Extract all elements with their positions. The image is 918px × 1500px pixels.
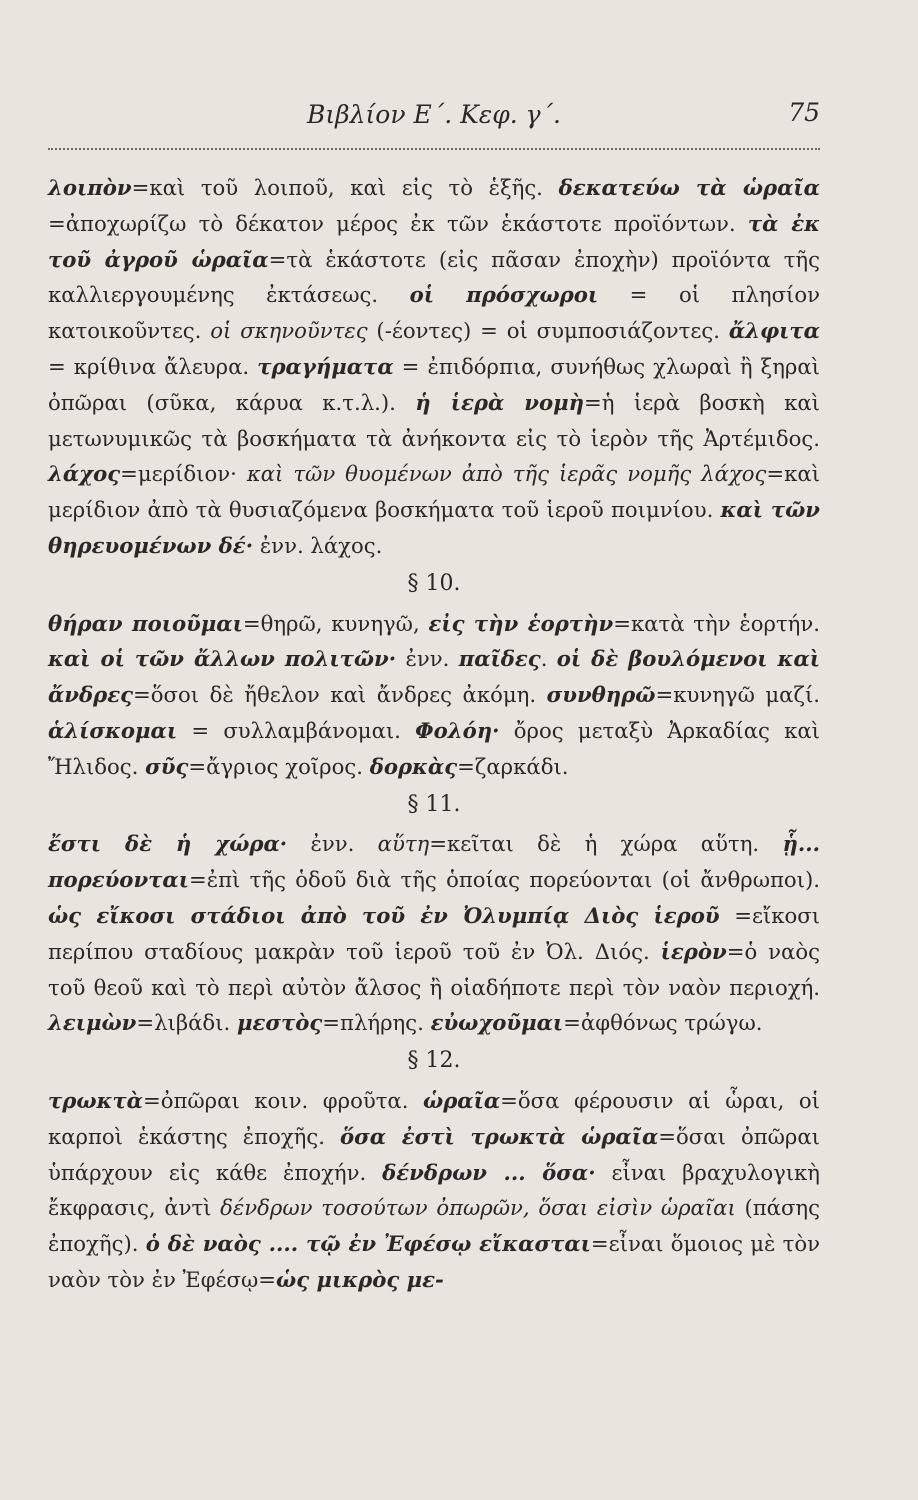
- gloss-text: ἐνν.: [287, 831, 378, 857]
- lemma: παῖδες: [458, 646, 541, 672]
- gloss-text: = συλλαμβάνομαι.: [177, 717, 416, 743]
- gloss-text: =λιβάδι.: [136, 1010, 237, 1036]
- lemma: τὰ ἐκ τοῦ ἀγροῦ ὡραῖα: [48, 210, 820, 272]
- gloss-text: =τὰ ἑκάστοτε (εἰς πᾶσαν ἐποχὴν) προϊόντα τῆς καλλιεργουμένης ἐκτάσεως.: [48, 246, 820, 308]
- paragraph: [48, 606, 820, 785]
- lemma: ᾗ...: [782, 831, 820, 857]
- gloss-text: εἶναι βραχυλογικὴ ἔκφρασις, ἀντὶ: [48, 1159, 820, 1221]
- gloss-text: =κυνηγῶ μαζί.: [655, 682, 821, 708]
- lemma: μεστὸς: [236, 1010, 323, 1036]
- gloss-text: (-έοντες) = οἱ συμποσιάζοντες.: [367, 318, 729, 344]
- paragraph: [48, 1083, 820, 1298]
- gloss-text: = οἱ πλησίον κατοικοῦντες.: [48, 282, 821, 344]
- lemma: θήραν ποιοῦμαι: [48, 610, 243, 636]
- gloss-text: =ὅσα φέρουσιν αἱ ὧραι, οἱ καρποὶ ἑκάστης ἐποχῆς.: [48, 1087, 820, 1149]
- gloss-text: =ὁ ναὸς τοῦ θεοῦ καὶ τὸ περὶ αὐτὸν ἄλσος ἢ οἱαδήποτε περὶ τὸν ναὸν περιοχή.: [48, 938, 820, 1000]
- gloss-text: (πάσης ἐποχῆς).: [48, 1195, 820, 1257]
- gloss-text: =ἡ ἱερὰ βοσκὴ καὶ μετωνυμικῶς τὰ βοσκήματα τὰ ἀνήκοντα εἰς τὸ ἱερὸν τῆς Ἀρτέμιδος.: [48, 389, 820, 451]
- gloss-text: =κεῖται δὲ ἡ χώρα αὕτη.: [429, 831, 783, 857]
- lemma: οἱ δὲ βουλόμενοι καὶ ἄνδρες: [48, 646, 820, 708]
- lemma: πορεύονται: [48, 867, 189, 893]
- gloss-text: .: [540, 646, 557, 672]
- lemma: τρωκτὰ: [48, 1087, 143, 1113]
- gloss-text: =ἀποχωρίζω τὸ δέκατον μέρος ἐκ τῶν ἑκάστοτε προϊόντων.: [48, 210, 748, 236]
- section-heading: § 12.: [407, 1048, 461, 1074]
- quoted-phrase: οἱ σκηνοῦντες: [210, 318, 368, 344]
- lemma: δεκατεύω τὰ ὡραῖα: [558, 175, 820, 200]
- lemma: ἱερὸν: [660, 938, 727, 964]
- lemma: οἱ πρόσχωροι: [409, 282, 599, 308]
- lemma: ὁ δὲ ναὸς .... τῷ ἐν Ἐφέσῳ εἴκασται: [145, 1231, 591, 1257]
- gloss-text: =μερίδιον·: [120, 461, 247, 487]
- lemma: λάχος: [48, 461, 121, 487]
- section-heading: § 11.: [407, 791, 461, 817]
- lemma: δένδρων ... ὅσα·: [382, 1159, 596, 1185]
- running-head: [48, 96, 820, 136]
- paragraph: [48, 170, 820, 564]
- lemma: καὶ τῶν θηρευομένων δέ·: [48, 497, 820, 558]
- gloss-text: =καὶ μερίδιον ἀπὸ τὰ θυσιαζόμενα βοσκήματα τοῦ ἱεροῦ ποιμνίου.: [48, 461, 821, 523]
- section-heading: § 10.: [407, 570, 461, 596]
- gloss-text: =ὀπῶραι κοιν. φροῦτα.: [142, 1087, 424, 1113]
- quoted-phrase: δένδρων τοσούτων ὀπωρῶν, ὅσαι εἰσὶν ὡραῖαι: [220, 1195, 736, 1221]
- gloss-text: =ἐπὶ τῆς ὁδοῦ διὰ τῆς ὁποίας πορεύονται (οἱ ἄνθρωποι).: [188, 867, 820, 893]
- lemma: ἄλφιτα: [728, 318, 820, 344]
- paragraph: [48, 826, 820, 1041]
- gloss-text: ἐνν.: [396, 646, 459, 672]
- lemma: ὅσα ἐστὶ τρωκτὰ ὡραῖα: [340, 1123, 659, 1149]
- gloss-text: =ὅσοι δὲ ἤθελον καὶ ἄνδρες ἀκόμη.: [133, 682, 547, 708]
- gloss-text: =καὶ τοῦ λοιποῦ, καὶ εἰς τὸ ἑξῆς.: [131, 175, 559, 200]
- gloss-text: =πλήρης.: [322, 1010, 431, 1036]
- lemma: ὡραῖα: [423, 1087, 501, 1113]
- gloss-text: =θηρῶ, κυνηγῶ,: [242, 610, 429, 636]
- lemma: ὡς μικρὸς με-: [276, 1266, 444, 1292]
- body-text: [48, 170, 820, 1298]
- lemma: Φολόη·: [415, 717, 500, 743]
- gloss-text: =ἀφθόνως τρώγω.: [563, 1010, 763, 1036]
- lemma: λοιπὸν: [48, 175, 132, 200]
- lemma: καὶ οἱ τῶν ἄλλων πολιτῶν·: [48, 646, 397, 672]
- page-number: 75: [788, 98, 820, 127]
- lemma: ἔστι δὲ ἡ χώρα·: [48, 831, 288, 857]
- lemma: ἁλίσκομαι: [48, 717, 178, 743]
- lemma: ἡ ἱερὰ νομὴ: [415, 389, 585, 415]
- gloss-text: ὄρος μεταξὺ Ἀρκαδίας καὶ Ἤλιδος.: [48, 717, 820, 779]
- gloss-text: = κρίθινα ἄλευρα.: [48, 353, 258, 379]
- lemma: σῦς: [145, 753, 189, 779]
- lemma: δορκὰς: [369, 753, 458, 779]
- running-title: Βιβλίον Ε΄. Κεφ. γ΄.: [307, 100, 561, 129]
- lemma: εὐωχοῦμαι: [430, 1010, 564, 1036]
- gloss-text: =ζαρκάδι.: [457, 753, 569, 779]
- lemma: εἰς τὴν ἑορτὴν: [428, 610, 614, 636]
- gloss-text: =ἄγριος χοῖρος.: [188, 753, 370, 779]
- quoted-phrase: αὕτη: [377, 831, 430, 857]
- quoted-phrase: καὶ τῶν θυομένων ἀπὸ τῆς ἱερᾶς νομῆς λάχος: [246, 461, 767, 487]
- lemma: ὡς εἴκοσι στάδιοι ἀπὸ τοῦ ἐν Ὀλυμπίᾳ Διὸς ἱεροῦ: [48, 902, 720, 928]
- gloss-text: ἐνν. λάχος.: [253, 532, 383, 558]
- gloss-text: =ὅσαι ὀπῶραι ὑπάρχουν εἰς κάθε ἐποχήν.: [48, 1123, 820, 1185]
- gloss-text: = ἐπιδόρπια, συνήθως χλωραὶ ἢ ξηραὶ ὀπῶραι (σῦκα, κάρυα κ.τ.λ.).: [48, 353, 820, 415]
- lemma: συνθηρῶ: [546, 682, 656, 708]
- gloss-text: =εἶναι ὅμοιος μὲ τὸν ναὸν τὸν ἐν Ἐφέσῳ=: [48, 1231, 820, 1292]
- lemma: τραγήματα: [257, 353, 394, 379]
- header-rule: [48, 148, 820, 150]
- gloss-text: =εἴκοσι περίπου σταδίους μακρὰν τοῦ ἱεροῦ τοῦ ἐν Ὀλ. Διός.: [48, 902, 821, 964]
- lemma: λειμὼν: [48, 1010, 137, 1036]
- gloss-text: =κατὰ τὴν ἑορτήν.: [613, 610, 820, 636]
